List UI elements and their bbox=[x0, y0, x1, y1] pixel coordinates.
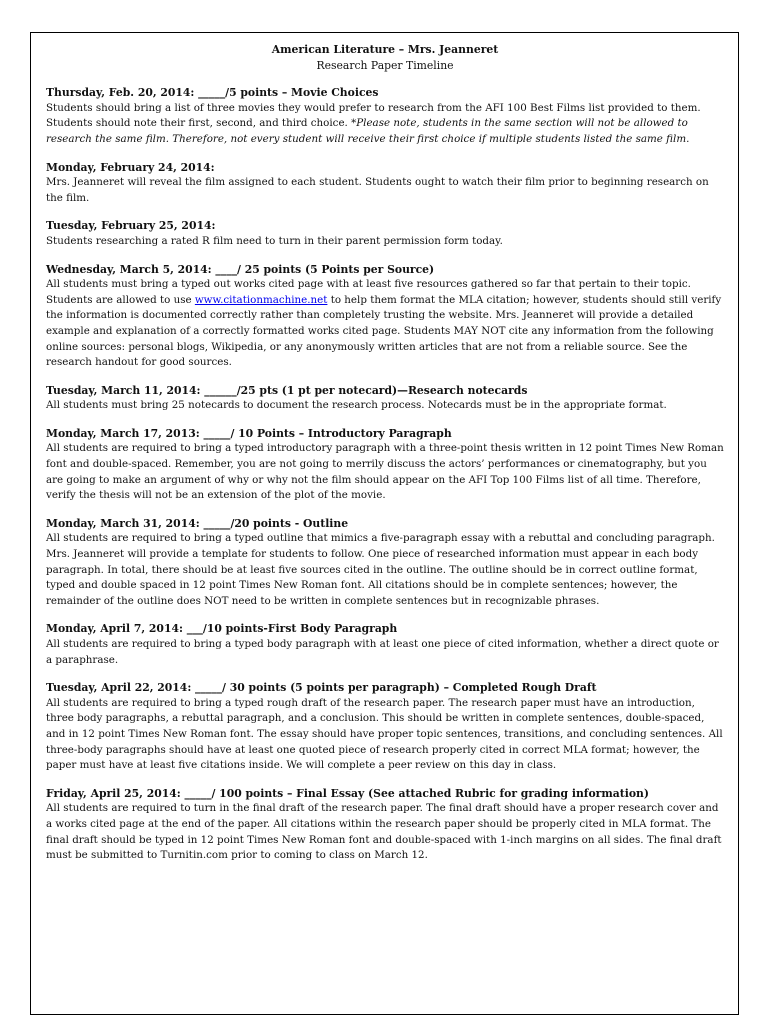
timeline-entry-film-reveal bbox=[46, 160, 724, 207]
entry-body: Mrs. Jeanneret will reveal the film assigned to each student. Students ought to watch their film prior to beginning research on the film. bbox=[46, 176, 709, 204]
document-subtitle: Research Paper Timeline bbox=[316, 58, 454, 72]
entry-heading: Monday, April 7, 2014: ___/10 points-First Body Paragraph bbox=[46, 622, 398, 636]
entry-body bbox=[46, 101, 724, 148]
entry-text: Students should bring a list of three movies they would prefer to research from the AFI 100 Best Films list provided to them. Students should note their first, second, and third choice. bbox=[46, 101, 701, 130]
timeline-entry-movie-choices bbox=[46, 85, 724, 147]
entry-heading: Monday, March 17, 2013: _____/ 10 Points – Introductory Paragraph bbox=[46, 426, 452, 440]
entry-heading: Tuesday, February 25, 2014: bbox=[46, 219, 216, 233]
entry-heading: Wednesday, March 5, 2014: ____/ 25 points (5 Points per Source) bbox=[46, 262, 435, 276]
entry-note: *Please note, students in the same section will not be allowed to research the same film. Therefore, not every student will receive their first choice if multiple students listed the same film. bbox=[46, 117, 690, 145]
entry-body bbox=[46, 277, 724, 371]
document-header bbox=[46, 42, 724, 73]
timeline-entry-permission-form bbox=[46, 218, 724, 249]
timeline-entry-intro-paragraph bbox=[46, 426, 724, 504]
entry-heading: Friday, April 25, 2014: _____/ 100 points – Final Essay (See attached Rubric for grading information) bbox=[46, 786, 650, 800]
entry-text: to help them format the MLA citation; however, students should still verify the information is documented correctly rather than completely trusting the website. Mrs. Jeanneret will provide a detailed example and explanation of a correctly formatted works cited page. Students MAY NOT cite any information from the following online sources: personal blogs, Wikipedia, or any anonymously written articles that are not from a reliable source. See the research handout for good sources. bbox=[46, 293, 722, 369]
entry-body: All students are required to bring a typed body paragraph with at least one piece of cited information, whether a direct quote or a paraphrase. bbox=[46, 638, 719, 666]
timeline-entry-works-cited bbox=[46, 262, 724, 371]
timeline-entry-rough-draft bbox=[46, 680, 724, 774]
citation-machine-link[interactable]: www.citationmachine.net bbox=[194, 293, 328, 306]
timeline-entry-outline bbox=[46, 516, 724, 610]
entry-body: Students researching a rated R film need to turn in their parent permission form today. bbox=[46, 234, 503, 247]
entry-body: All students are required to turn in the final draft of the research paper. The final draft should have a proper research cover and a works cited page at the end of the paper. All citations within the research paper should be properly cited in MLA format. The final draft should be typed in 12 point Times New Roman font and double-spaced with 1-inch margins on all sides. The final draft must be submitted to Turnitin.com prior to coming to class on March 12. bbox=[46, 802, 722, 862]
timeline-entry-notecards bbox=[46, 383, 724, 414]
document-title: American Literature – Mrs. Jeanneret bbox=[271, 43, 499, 56]
entry-body: All students are required to bring a typed introductory paragraph with a three-point thesis written in 12 point Times New Roman font and double-spaced. Remember, you are not going to merrily discuss the actors’ performances or cinematography, but you are going to make an argument of why or why not the film should appear on the AFI Top 100 Films list of all time. Therefore, verify the thesis will not be an extension of the plot of the movie. bbox=[46, 442, 724, 502]
entry-heading: Monday, February 24, 2014: bbox=[46, 160, 215, 174]
timeline-entry-final-essay bbox=[46, 786, 724, 864]
entry-body: All students are required to bring a typed outline that mimics a five-paragraph essay with a rebuttal and concluding paragraph. Mrs. Jeanneret will provide a template for students to follow. One piece of researched information must appear in each body paragraph. In total, there should be at least five sources cited in the outline. The outline should be in correct outline format, typed and double spaced in 12 point Times New Roman font. All citations should be in complete sentences; however, the remainder of the outline does NOT need to be written in complete sentences but in recognizable phrases. bbox=[46, 532, 715, 607]
document-page bbox=[30, 32, 739, 1015]
entry-heading: Tuesday, March 11, 2014: ______/25 pts (1 pt per notecard)—Research notecards bbox=[46, 383, 528, 397]
entry-body: All students are required to bring a typed rough draft of the research paper. The research paper must have an introduction, three body paragraphs, a rebuttal paragraph, and a conclusion. This should be written in complete sentences, double-spaced, and in 12 point Times New Roman font. The essay should have proper topic sentences, transitions, and concluding sentences. All three-body paragraphs should have at least one quoted piece of research properly cited in correct MLA format; however, the paper must have at least five citations inside. We will complete a peer review on this day in class. bbox=[46, 696, 723, 772]
entry-body: All students must bring 25 notecards to document the research process. Notecards must be in the appropriate format. bbox=[46, 399, 667, 412]
entry-text: All students must bring a typed out works cited page with at least five resources gathered so far that pertain to their topic. Students are allowed to use bbox=[46, 278, 691, 306]
entry-heading: Monday, March 31, 2014: _____/20 points - Outline bbox=[46, 516, 349, 530]
entry-heading: Tuesday, April 22, 2014: _____/ 30 points (5 points per paragraph) – Completed Rough Draft bbox=[46, 681, 597, 695]
entry-heading: Thursday, Feb. 20, 2014: _____/5 points – Movie Choices bbox=[46, 86, 379, 100]
timeline-entry-body-paragraph bbox=[46, 621, 724, 668]
